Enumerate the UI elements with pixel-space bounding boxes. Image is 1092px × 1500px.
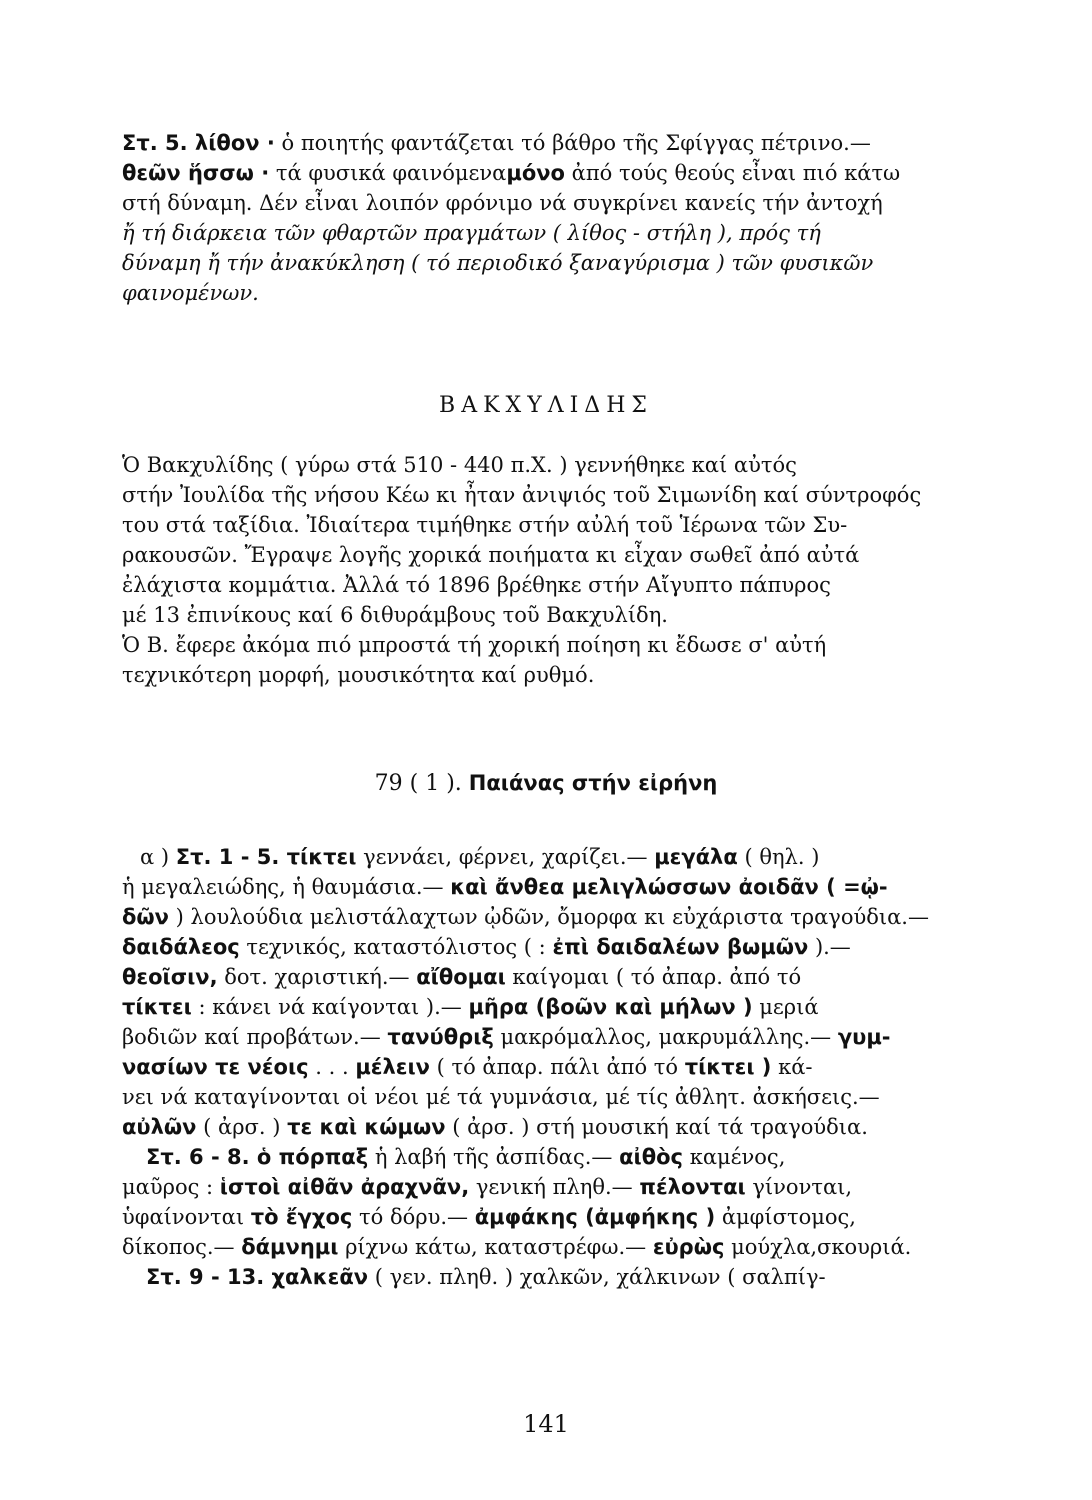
term-label: τὸ ἔγχος <box>250 1205 353 1229</box>
text-line: στήν Ἰουλίδα τῆς νήσου Κέω κι ἦταν ἀνιψιός τοῦ Σιμωνίδη καί σύντροφός <box>122 483 922 507</box>
note-text: ἀμφίστομος, <box>715 1205 856 1229</box>
text-line <box>122 128 964 158</box>
term-label: τίκτει <box>122 995 192 1019</box>
page-number: 141 <box>523 1410 569 1438</box>
text-line <box>122 1052 964 1082</box>
term-label: ( =ᾠ- <box>818 875 888 899</box>
term-label: Στ. 1 - 5. τίκτει <box>175 845 357 869</box>
term-label: μέλειν <box>355 1055 430 1079</box>
text-line: τεχνικότερη μορφή, μουσικότητα καί ρυθμό. <box>122 663 595 687</box>
text-line <box>122 842 964 872</box>
text-line: φαινομένων. <box>122 281 259 305</box>
term-label: δάμνημι <box>241 1235 339 1259</box>
text-line <box>122 932 964 962</box>
note-text: τεχνικός, καταστόλιστος ( : <box>239 935 553 959</box>
poem-heading <box>0 771 1092 796</box>
text-line <box>122 1112 964 1142</box>
text-line: του στά ταξίδια. Ἰδιαίτερα τιμήθηκε στήν αὐλή τοῦ Ἱέρωνα τῶν Συ- <box>122 513 848 537</box>
note-text: γεννάει, φέρνει, χαρίζει.— <box>356 845 655 869</box>
note-text: . . . <box>308 1055 356 1079</box>
term-label: καὶ ἄνθεα μελιγλώσσων ἀοιδᾶν <box>450 875 819 899</box>
note-text: καίγομαι ( τό ἀπαρ. ἀπό τό <box>505 965 802 989</box>
term-label: αὐλῶν <box>122 1115 197 1139</box>
term-label: θεῶν ἥσσω · <box>122 161 270 185</box>
note-text: μακρόμαλλος, μακρυμάλλης.— <box>493 1025 838 1049</box>
text-line <box>122 902 964 932</box>
note-text: δοτ. χαριστική.— <box>217 965 417 989</box>
note-text: ὑφαίνονται <box>122 1205 251 1229</box>
term-label: πέλονται <box>639 1175 746 1199</box>
author-biography <box>122 450 964 690</box>
note-text: κά- <box>771 1055 813 1079</box>
author-heading: ΒΑΚΧΥΛΙΔΗΣ <box>439 393 653 418</box>
term-label: δῶν <box>122 905 169 929</box>
term-label: τίκτει ) <box>684 1055 772 1079</box>
term-label: δαιδάλεος <box>122 935 240 959</box>
text-line <box>122 1232 964 1262</box>
verse-label: Στ. 9 - 13. χαλκεᾶν <box>146 1265 369 1289</box>
text-line <box>122 158 964 188</box>
term-label: γυμ- <box>837 1025 891 1049</box>
note-text: ( ἀρσ. ) <box>196 1115 288 1139</box>
poem-number: 79 ( 1 ). <box>374 771 462 796</box>
text-line <box>122 1022 964 1052</box>
note-text: ρίχνω κάτω, καταστρέφω.— <box>338 1235 653 1259</box>
note-text: ).— <box>808 935 851 959</box>
text-line <box>122 872 964 902</box>
text-line: Ὁ Β. ἔφερε ἀκόμα πιό μπροστά τή χορική ποίηση κι ἔδωσε σ' αὐτή <box>122 633 827 657</box>
note-text: γίνονται, <box>745 1175 853 1199</box>
note-text: μεριά <box>752 995 819 1019</box>
text-line: ρακουσῶν. Ἔγραψε λογῆς χορικά ποιήματα κι εἶχαν σωθεῖ ἀπό αὐτά <box>122 543 860 567</box>
term-label: ἱστοὶ αἰθᾶν ἀραχνᾶν, <box>219 1175 470 1199</box>
text-line <box>122 992 964 1022</box>
note-text: τό δόρυ.— <box>352 1205 475 1229</box>
text-line: ἐλάχιστα κομμάτια. Ἀλλά τό 1896 βρέθηκε στήν Αἴγυπτο πάπυρος <box>122 573 831 597</box>
term-label: εὐρὼς <box>652 1235 725 1259</box>
note-text: ( θηλ. ) <box>737 845 820 869</box>
text-line <box>122 1172 964 1202</box>
text-line: στή δύναμη. Δέν εἶναι λοιπόν φρόνιμο νά συγκρίνει κανείς τήν ἀντοχή <box>122 191 883 215</box>
note-text: βοδιῶν καί προβάτων.— <box>122 1025 388 1049</box>
text-line <box>122 1202 964 1232</box>
term-label: αἴθομαι <box>416 965 506 989</box>
text-line <box>122 1262 964 1292</box>
note-text: καμένος, <box>683 1145 786 1169</box>
note-text: ) λουλούδια μελιστάλαχτων ᾠδῶν, ὄμορφα κι εὐχάριστα τραγούδια.— <box>168 905 929 929</box>
term-label: μῆρα (βοῶν καὶ μήλων ) <box>468 995 753 1019</box>
term-label: θεοῖσιν, <box>122 965 218 989</box>
text-line <box>122 962 964 992</box>
note-text: ὁ ποιητής φαντάζεται τό βάθρο τῆς Σφίγγας πέτρινο.— <box>274 131 871 155</box>
note-text: ἡ λαβή τῆς ἀσπίδας.— <box>368 1145 620 1169</box>
poem-title: Παιάνας στήν εἰρήνη <box>468 771 718 795</box>
verse-label: Στ. 5. λίθον · <box>122 131 275 155</box>
note-text: δίκοπος.— <box>122 1235 242 1259</box>
note-text: ἀπό τούς θεούς εἶναι πιό κάτω <box>565 161 901 185</box>
text-line: δύναμη ἤ τήν ἀνακύκληση ( τό περιοδικό ξαναγύρισμα ) τῶν φυσικῶν <box>122 251 874 275</box>
term-label: ἐπὶ δαιδαλέων βωμῶν <box>552 935 809 959</box>
term-label: μόνο <box>506 161 565 185</box>
note-text: ( τό ἀπαρ. πάλι ἀπό τό <box>429 1055 685 1079</box>
note-text: τά φυσικά φαινόμενα <box>269 161 507 185</box>
note-text: ἡ μεγαλειώδης, ἡ θαυμάσια.— <box>122 875 451 899</box>
note-text: μαῦρος : <box>122 1175 220 1199</box>
note-text: α ) <box>140 845 176 869</box>
term-label: ἀμφάκης (ἀμφήκης ) <box>474 1205 716 1229</box>
term-label: μεγάλα <box>654 845 738 869</box>
text-line: νει νά καταγίνονται οἱ νέοι μέ τά γυμνάσια, μέ τίς ἀθλητ. ἀσκήσεις.— <box>122 1085 880 1109</box>
term-label: αἰθὸς <box>619 1145 684 1169</box>
verse-label: Στ. 6 - 8. ὁ πόρπαξ <box>146 1145 369 1169</box>
note-text: μούχλα,σκουριά. <box>724 1235 912 1259</box>
note-text: ( γεν. πληθ. ) χαλκῶν, χάλκινων ( σαλπίγ- <box>368 1265 826 1289</box>
text-line: μέ 13 ἐπινίκους καί 6 διθυράμβους τοῦ Βακχυλίδη. <box>122 603 668 627</box>
text-line <box>122 1142 964 1172</box>
term-label: νασίων τε νέοις <box>122 1055 309 1079</box>
term-label: τε καὶ κώμων <box>287 1115 446 1139</box>
term-label: τανύθριξ <box>387 1025 494 1049</box>
note-text: γενική πληθ.— <box>469 1175 640 1199</box>
note-text: : κάνει νά καίγονται ).— <box>191 995 469 1019</box>
notes-section-2 <box>122 842 964 1292</box>
note-text: ( ἀρσ. ) στή μουσική καί τά τραγούδια. <box>445 1115 868 1139</box>
text-line: ἤ τή διάρκεια τῶν φθαρτῶν πραγμάτων ( λίθος - στήλη ), πρός τή <box>122 221 821 245</box>
notes-section-1 <box>122 128 964 308</box>
text-line: Ὁ Βακχυλίδης ( γύρω στά 510 - 440 π.Χ. ) γεννήθηκε καί αὐτός <box>122 453 797 477</box>
